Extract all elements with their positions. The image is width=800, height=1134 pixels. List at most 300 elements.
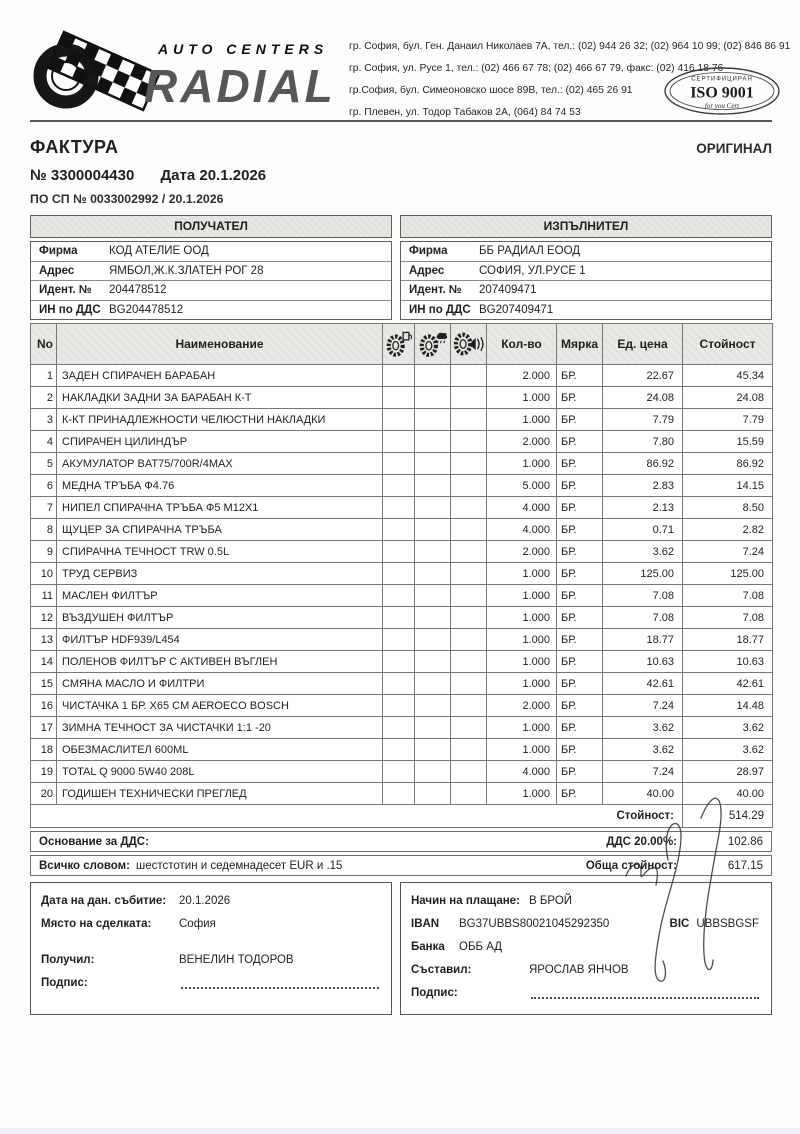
item-qty: 1.000 xyxy=(487,629,557,651)
tire-rain-icon xyxy=(418,330,448,358)
item-amount: 18.77 xyxy=(683,629,773,651)
item-no: 7 xyxy=(31,497,57,519)
item-name: TOTAL Q 9000 5W40 208L xyxy=(57,761,383,783)
item-price: 7.80 xyxy=(603,431,683,453)
item-rain-cell xyxy=(415,475,451,497)
recipient-title: ПОЛУЧАТЕЛ xyxy=(30,215,392,238)
item-unit: БР. xyxy=(557,651,603,673)
item-price: 10.63 xyxy=(603,651,683,673)
items-header-row xyxy=(31,324,773,365)
item-qty: 1.000 xyxy=(487,783,557,805)
bic-label: BIC xyxy=(669,918,690,930)
field-value: 204478512 xyxy=(109,284,167,297)
item-amount: 14.15 xyxy=(683,475,773,497)
item-rain-cell xyxy=(415,629,451,651)
item-no: 2 xyxy=(31,387,57,409)
item-name: ОБЕЗМАСЛИТЕЛ 600ML xyxy=(57,739,383,761)
item-price: 3.62 xyxy=(603,739,683,761)
invoice-number: № 3300004430 xyxy=(30,167,135,184)
item-unit: БР. xyxy=(557,739,603,761)
received-by-label: Получил: xyxy=(41,954,95,966)
item-amount: 45.34 xyxy=(683,365,773,387)
item-row xyxy=(31,365,773,387)
tire-noise-icon xyxy=(453,330,485,358)
item-unit: БР. xyxy=(557,453,603,475)
item-price: 7.79 xyxy=(603,409,683,431)
item-price: 18.77 xyxy=(603,629,683,651)
item-no: 10 xyxy=(31,563,57,585)
bank-label: Банка xyxy=(411,941,445,953)
item-noise-cell xyxy=(451,651,487,673)
item-noise-cell xyxy=(451,739,487,761)
subtotal-value: 514.29 xyxy=(683,805,773,828)
col-price: Ед. цена xyxy=(603,324,683,365)
supplier-title: ИЗПЪЛНИТЕЛ xyxy=(400,215,772,238)
in-words-label: Всичко словом: xyxy=(39,859,130,872)
item-rain-cell xyxy=(415,387,451,409)
field-label: Идент. № xyxy=(39,284,92,297)
tax-event-date-row xyxy=(41,890,381,913)
item-unit: БР. xyxy=(557,409,603,431)
col-tire-noise xyxy=(451,324,487,365)
deal-place-value: София xyxy=(179,918,216,930)
item-fuel-cell xyxy=(383,541,415,563)
issued-by-value: ЯРОСЛАВ ЯНЧОВ xyxy=(529,964,629,976)
invoice-date: Дата 20.1.2026 xyxy=(160,167,267,184)
item-noise-cell xyxy=(451,629,487,651)
item-noise-cell xyxy=(451,431,487,453)
item-fuel-cell xyxy=(383,519,415,541)
tax-event-date-label: Дата на дан. събитие: xyxy=(41,895,167,907)
field-value: ЯМБОЛ,Ж.К.ЗЛАТЕН РОГ 28 xyxy=(109,264,264,277)
item-no: 8 xyxy=(31,519,57,541)
item-amount: 42.61 xyxy=(683,673,773,695)
item-noise-cell xyxy=(451,563,487,585)
item-amount: 14.48 xyxy=(683,695,773,717)
issuer-signature-label: Подпис: xyxy=(411,987,458,999)
item-qty: 1.000 xyxy=(487,563,557,585)
item-row xyxy=(31,695,773,717)
logo-tagline: AUTO CENTERS xyxy=(158,41,329,57)
item-price: 86.92 xyxy=(603,453,683,475)
item-row xyxy=(31,783,773,805)
item-qty: 4.000 xyxy=(487,497,557,519)
item-name: ВЪЗДУШЕН ФИЛТЪР xyxy=(57,607,383,629)
item-price: 3.62 xyxy=(603,541,683,563)
item-name: СПИРАЧЕН ЦИЛИНДЪР xyxy=(57,431,383,453)
item-fuel-cell xyxy=(383,475,415,497)
item-noise-cell xyxy=(451,607,487,629)
item-amount: 7.08 xyxy=(683,585,773,607)
item-price: 125.00 xyxy=(603,563,683,585)
bic-value: UBBSBGSF xyxy=(696,918,759,930)
supplier-box xyxy=(400,215,772,320)
tire-flag-logo-icon xyxy=(30,28,335,114)
invoice-number-line xyxy=(30,167,772,184)
item-fuel-cell xyxy=(383,387,415,409)
item-unit: БР. xyxy=(557,387,603,409)
item-unit: БР. xyxy=(557,519,603,541)
item-price: 2.13 xyxy=(603,497,683,519)
company-header xyxy=(30,0,791,118)
item-rain-cell xyxy=(415,783,451,805)
item-rain-cell xyxy=(415,519,451,541)
item-row xyxy=(31,431,773,453)
payment-method-value: В БРОЙ xyxy=(529,895,573,907)
items-body xyxy=(31,365,773,805)
item-name: ГОДИШЕН ТЕХНИЧЕСКИ ПРЕГЛЕД xyxy=(57,783,383,805)
item-unit: БР. xyxy=(557,475,603,497)
item-row xyxy=(31,541,773,563)
item-rain-cell xyxy=(415,497,451,519)
item-amount: 40.00 xyxy=(683,783,773,805)
item-qty: 1.000 xyxy=(487,453,557,475)
field-label: Адрес xyxy=(409,264,445,277)
vat-label: ДДС 20.00%: xyxy=(606,835,677,848)
item-amount: 3.62 xyxy=(683,739,773,761)
item-row xyxy=(31,453,773,475)
item-no: 3 xyxy=(31,409,57,431)
item-noise-cell xyxy=(451,453,487,475)
field-value: СОФИЯ, УЛ.РУСЕ 1 xyxy=(479,264,586,277)
col-name: Наименование xyxy=(57,324,383,365)
item-price: 7.24 xyxy=(603,761,683,783)
subtotal-row xyxy=(31,805,773,828)
item-row xyxy=(31,497,773,519)
tax-event-date-value: 20.1.2026 xyxy=(179,895,231,907)
item-no: 4 xyxy=(31,431,57,453)
item-qty: 1.000 xyxy=(487,585,557,607)
tire-fuel-icon xyxy=(385,330,413,358)
item-no: 15 xyxy=(31,673,57,695)
item-fuel-cell xyxy=(383,695,415,717)
item-fuel-cell xyxy=(383,783,415,805)
vat-row xyxy=(30,831,772,852)
seal-bottom-text: for you Cert xyxy=(704,102,740,110)
item-name: ФИЛТЪР HDF939/L454 xyxy=(57,629,383,651)
item-name: ЗИМНА ТЕЧНОСТ ЗА ЧИСТАЧКИ 1:1 -20 xyxy=(57,717,383,739)
recipient-signature-row xyxy=(41,972,381,995)
item-price: 2.83 xyxy=(603,475,683,497)
recipient-signature-line xyxy=(181,974,379,989)
iban-label: IBAN xyxy=(411,918,440,930)
item-name: ЗАДЕН СПИРАЧЕН БАРАБАН xyxy=(57,365,383,387)
iban-value: BG37UBBS80021045292350 xyxy=(459,918,610,930)
field-value: BG207409471 xyxy=(479,303,554,316)
item-unit: БР. xyxy=(557,541,603,563)
field-value: BG204478512 xyxy=(109,303,184,316)
item-rain-cell xyxy=(415,409,451,431)
item-rain-cell xyxy=(415,453,451,475)
item-unit: БР. xyxy=(557,585,603,607)
received-by-value: ВЕНЕЛИН ТОДОРОВ xyxy=(179,954,294,966)
field-label: Идент. № xyxy=(409,284,462,297)
item-row xyxy=(31,585,773,607)
footer-left-box xyxy=(30,882,392,1015)
deal-place-row xyxy=(41,913,381,936)
address-line: гр. Плевен, ул. Тодор Табаков 2А, (064) 84 74 53 xyxy=(349,107,581,118)
item-name: ЧИСТАЧКА 1 БР. X65 CM AEROECO BOSCH xyxy=(57,695,383,717)
item-no: 1 xyxy=(31,365,57,387)
item-row xyxy=(31,409,773,431)
item-no: 9 xyxy=(31,541,57,563)
item-fuel-cell xyxy=(383,739,415,761)
issued-by-row xyxy=(411,959,761,982)
item-unit: БР. xyxy=(557,673,603,695)
item-name: НИПЕЛ СПИРАЧНА ТРЪБА Ф5 M12X1 xyxy=(57,497,383,519)
original-label: ОРИГИНАЛ xyxy=(696,141,772,156)
item-amount: 24.08 xyxy=(683,387,773,409)
deal-place-label: Място на сделката: xyxy=(41,918,152,930)
item-row xyxy=(31,739,773,761)
item-fuel-cell xyxy=(383,431,415,453)
item-row xyxy=(31,651,773,673)
item-fuel-cell xyxy=(383,673,415,695)
item-row xyxy=(31,673,773,695)
item-rain-cell xyxy=(415,585,451,607)
field-value: 207409471 xyxy=(479,284,537,297)
item-qty: 1.000 xyxy=(487,387,557,409)
item-qty: 1.000 xyxy=(487,409,557,431)
item-noise-cell xyxy=(451,475,487,497)
item-amount: 3.62 xyxy=(683,717,773,739)
item-rain-cell xyxy=(415,365,451,387)
issued-by-label: Съставил: xyxy=(411,964,472,976)
field-value: ББ РАДИАЛ ЕООД xyxy=(479,245,581,258)
item-qty: 4.000 xyxy=(487,519,557,541)
item-rain-cell xyxy=(415,673,451,695)
item-no: 12 xyxy=(31,607,57,629)
radial-logo xyxy=(30,28,335,118)
item-no: 6 xyxy=(31,475,57,497)
recipient-id-row xyxy=(31,281,391,301)
iso-seal-icon xyxy=(662,66,782,116)
item-noise-cell xyxy=(451,409,487,431)
item-fuel-cell xyxy=(383,497,415,519)
issuer-signature-row xyxy=(411,982,761,1005)
col-tire-fuel xyxy=(383,324,415,365)
item-amount: 8.50 xyxy=(683,497,773,519)
item-fuel-cell xyxy=(383,651,415,673)
item-row xyxy=(31,607,773,629)
item-price: 7.08 xyxy=(603,607,683,629)
item-rain-cell xyxy=(415,541,451,563)
item-rain-cell xyxy=(415,761,451,783)
subtotal-label: Стойност: xyxy=(31,805,683,828)
item-noise-cell xyxy=(451,717,487,739)
reference-line: ПО СП № 0033002992 / 20.1.2026 xyxy=(30,192,224,206)
item-amount: 86.92 xyxy=(683,453,773,475)
seal-top-text: СЕРТИФИЦИРАН xyxy=(691,76,753,83)
seal-main-text: ISO 9001 xyxy=(690,84,754,102)
item-rain-cell xyxy=(415,739,451,761)
item-fuel-cell xyxy=(383,629,415,651)
item-row xyxy=(31,761,773,783)
item-no: 5 xyxy=(31,453,57,475)
item-noise-cell xyxy=(451,695,487,717)
supplier-firm-row xyxy=(401,242,771,262)
item-name: НАКЛАДКИ ЗАДНИ ЗА БАРАБАН К-Т xyxy=(57,387,383,409)
item-price: 40.00 xyxy=(603,783,683,805)
total-row xyxy=(30,855,772,876)
item-rain-cell xyxy=(415,695,451,717)
item-name: ТРУД СЕРВИЗ xyxy=(57,563,383,585)
item-amount: 15.59 xyxy=(683,431,773,453)
item-fuel-cell xyxy=(383,453,415,475)
recipient-box xyxy=(30,215,392,320)
supplier-id-row xyxy=(401,281,771,301)
address-line: гр. София, бул. Ген. Данаил Николаев 7А, тел.: (02) 944 26 32; (02) 964 10 99; (02) 846 86 91 xyxy=(349,41,791,52)
item-rain-cell xyxy=(415,607,451,629)
item-no: 17 xyxy=(31,717,57,739)
item-noise-cell xyxy=(451,365,487,387)
col-tire-rain xyxy=(415,324,451,365)
item-price: 22.67 xyxy=(603,365,683,387)
item-price: 0.71 xyxy=(603,519,683,541)
item-noise-cell xyxy=(451,761,487,783)
field-label: Адрес xyxy=(39,264,75,277)
item-no: 13 xyxy=(31,629,57,651)
item-fuel-cell xyxy=(383,365,415,387)
vat-value: 102.86 xyxy=(727,835,763,848)
item-unit: БР. xyxy=(557,607,603,629)
item-noise-cell xyxy=(451,519,487,541)
recipient-address-row xyxy=(31,262,391,282)
item-amount: 10.63 xyxy=(683,651,773,673)
item-price: 3.62 xyxy=(603,717,683,739)
item-fuel-cell xyxy=(383,607,415,629)
grand-total-label: Обща стойност: xyxy=(585,859,677,872)
item-name: АКУМУЛАТОР BAT75/700R/4MAX xyxy=(57,453,383,475)
item-noise-cell xyxy=(451,541,487,563)
header-divider xyxy=(30,120,772,122)
item-qty: 1.000 xyxy=(487,673,557,695)
recipient-vat-row xyxy=(31,301,391,320)
item-fuel-cell xyxy=(383,563,415,585)
item-qty: 1.000 xyxy=(487,651,557,673)
item-amount: 7.24 xyxy=(683,541,773,563)
recipient-firm-row xyxy=(31,242,391,262)
item-qty: 2.000 xyxy=(487,431,557,453)
item-fuel-cell xyxy=(383,409,415,431)
item-no: 14 xyxy=(31,651,57,673)
iban-row xyxy=(411,913,761,936)
item-unit: БР. xyxy=(557,717,603,739)
iso-9001-seal xyxy=(662,66,782,121)
item-qty: 2.000 xyxy=(487,695,557,717)
item-name: СПИРАЧНА ТЕЧНОСТ TRW 0.5L xyxy=(57,541,383,563)
item-row xyxy=(31,717,773,739)
supplier-address-row xyxy=(401,262,771,282)
payment-method-row xyxy=(411,890,761,913)
item-row xyxy=(31,563,773,585)
item-noise-cell xyxy=(451,387,487,409)
item-no: 20 xyxy=(31,783,57,805)
col-unit: Мярка xyxy=(557,324,603,365)
item-fuel-cell xyxy=(383,761,415,783)
item-qty: 2.000 xyxy=(487,541,557,563)
field-label: ИН по ДДС xyxy=(409,303,471,316)
bank-value: ОББ АД xyxy=(459,941,503,953)
item-name: МАСЛЕН ФИЛТЪР xyxy=(57,585,383,607)
item-qty: 2.000 xyxy=(487,365,557,387)
item-price: 7.08 xyxy=(603,585,683,607)
item-qty: 1.000 xyxy=(487,607,557,629)
item-amount: 125.00 xyxy=(683,563,773,585)
grand-total-value: 617.15 xyxy=(727,859,763,872)
item-name: ЩУЦЕР ЗА СПИРАЧНА ТРЪБА xyxy=(57,519,383,541)
bank-row xyxy=(411,936,761,959)
field-label: Фирма xyxy=(409,245,448,258)
field-label: ИН по ДДС xyxy=(39,303,101,316)
col-no: No xyxy=(31,324,57,365)
item-qty: 1.000 xyxy=(487,717,557,739)
item-qty: 1.000 xyxy=(487,739,557,761)
address-line: гр.София, бул. Симеоновско шосе 89В, тел.: (02) 465 26 91 xyxy=(349,85,633,96)
item-noise-cell xyxy=(451,673,487,695)
item-row xyxy=(31,519,773,541)
item-rain-cell xyxy=(415,563,451,585)
item-rain-cell xyxy=(415,717,451,739)
item-noise-cell xyxy=(451,497,487,519)
payment-method-label: Начин на плащане: xyxy=(411,895,520,907)
item-fuel-cell xyxy=(383,585,415,607)
item-amount: 7.08 xyxy=(683,607,773,629)
item-rain-cell xyxy=(415,651,451,673)
item-no: 11 xyxy=(31,585,57,607)
item-unit: БР. xyxy=(557,783,603,805)
col-amount: Стойност xyxy=(683,324,773,365)
vat-base-label: Основание за ДДС: xyxy=(39,835,149,848)
supplier-vat-row xyxy=(401,301,771,320)
item-price: 7.24 xyxy=(603,695,683,717)
footer-right-box xyxy=(400,882,772,1015)
item-qty: 4.000 xyxy=(487,761,557,783)
item-unit: БР. xyxy=(557,497,603,519)
item-row xyxy=(31,387,773,409)
item-no: 16 xyxy=(31,695,57,717)
received-by-row xyxy=(41,949,381,972)
item-name: СМЯНА МАСЛО И ФИЛТРИ xyxy=(57,673,383,695)
item-rain-cell xyxy=(415,431,451,453)
items-table xyxy=(30,323,773,828)
item-noise-cell xyxy=(451,585,487,607)
recipient-signature-label: Подпис: xyxy=(41,977,88,989)
item-unit: БР. xyxy=(557,761,603,783)
field-label: Фирма xyxy=(39,245,78,258)
item-no: 18 xyxy=(31,739,57,761)
item-unit: БР. xyxy=(557,629,603,651)
item-name: ПОЛЕНОВ ФИЛТЪР С АКТИВЕН ВЪГЛЕН xyxy=(57,651,383,673)
issuer-signature-line xyxy=(531,984,759,999)
item-row xyxy=(31,475,773,497)
item-no: 19 xyxy=(31,761,57,783)
item-row xyxy=(31,629,773,651)
item-price: 42.61 xyxy=(603,673,683,695)
item-noise-cell xyxy=(451,783,487,805)
item-amount: 28.97 xyxy=(683,761,773,783)
item-name: МЕДНА ТРЪБА Ф4.76 xyxy=(57,475,383,497)
item-unit: БР. xyxy=(557,431,603,453)
item-name: К-КТ ПРИНАДЛЕЖНОСТИ ЧЕЛЮСТНИ НАКЛАДКИ xyxy=(57,409,383,431)
item-unit: БР. xyxy=(557,695,603,717)
document-type-title: ФАКТУРА xyxy=(30,137,119,157)
in-words-value: шестстотин и седемнадесет EUR и .15 xyxy=(135,859,343,872)
field-value: КОД АТЕЛИЕ ООД xyxy=(109,245,209,258)
item-fuel-cell xyxy=(383,717,415,739)
item-unit: БР. xyxy=(557,563,603,585)
item-amount: 2.82 xyxy=(683,519,773,541)
